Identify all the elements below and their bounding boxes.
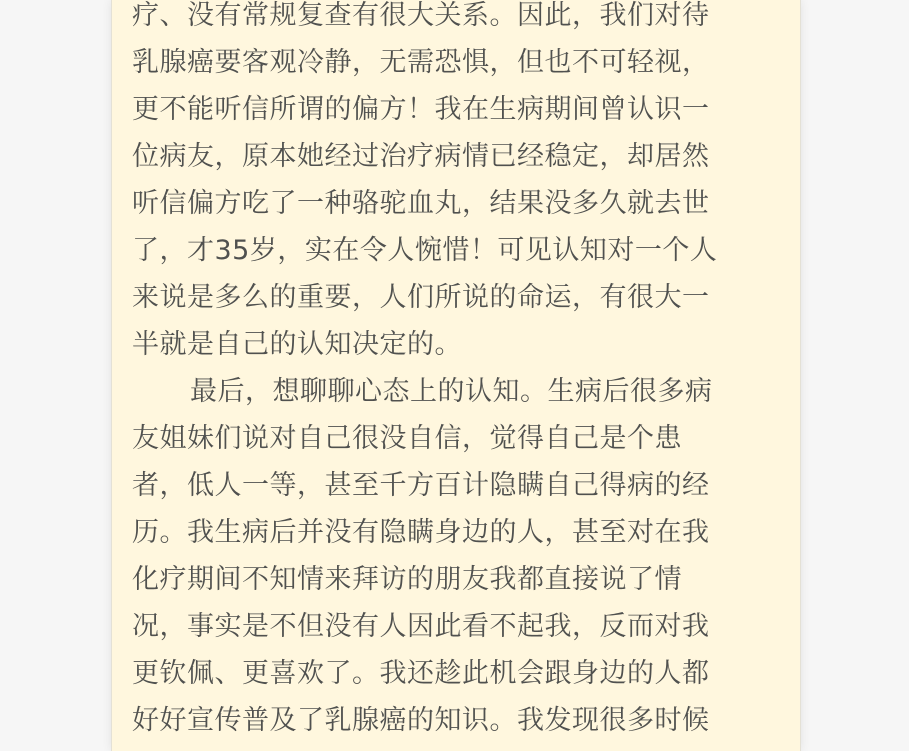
text-line-7: 来说是多么的重要，人们所说的命运，有很大一 [132,282,710,313]
text-line-10: 友姐妹们说对自己很没自信，觉得自己是个患 [132,423,682,454]
text-line-14: 况，事实是不但没有人因此看不起我，反而对我 [132,611,710,642]
text-line-12: 历。我生病后并没有隐瞒身边的人，甚至对在我 [132,517,710,548]
text-line-1: 疗、没有常规复查有很大关系。因此，我们对待 [132,0,710,31]
text-line-6: 了，才35岁，实在令人惋惜！可见认知对一个人 [132,235,718,266]
text-line-2: 乳腺癌要客观冷静，无需恐惧，但也不可轻视， [132,47,710,78]
article-text [132,0,782,744]
document-page [112,0,800,751]
text-line-15: 更钦佩、更喜欢了。我还趁此机会跟身边的人都 [132,658,710,689]
text-line-5: 听信偏方吃了一种骆驼血丸，结果没多久就去世 [132,188,710,219]
paragraph-start-line: 最后，想聊聊心态上的认知。生病后很多病 [190,376,713,407]
text-line-16: 好好宣传普及了乳腺癌的知识。我发现很多时候 [132,705,710,736]
text-line-8: 半就是自己的认知决定的。 [132,329,462,360]
text-line-11: 者，低人一等，甚至千方百计隐瞒自己得病的经 [132,470,710,501]
text-line-13: 化疗期间不知情来拜访的朋友我都直接说了情 [132,564,682,595]
text-line-4: 位病友，原本她经过治疗病情已经稳定，却居然 [132,141,710,172]
text-line-3: 更不能听信所谓的偏方！我在生病期间曾认识一 [132,94,710,125]
